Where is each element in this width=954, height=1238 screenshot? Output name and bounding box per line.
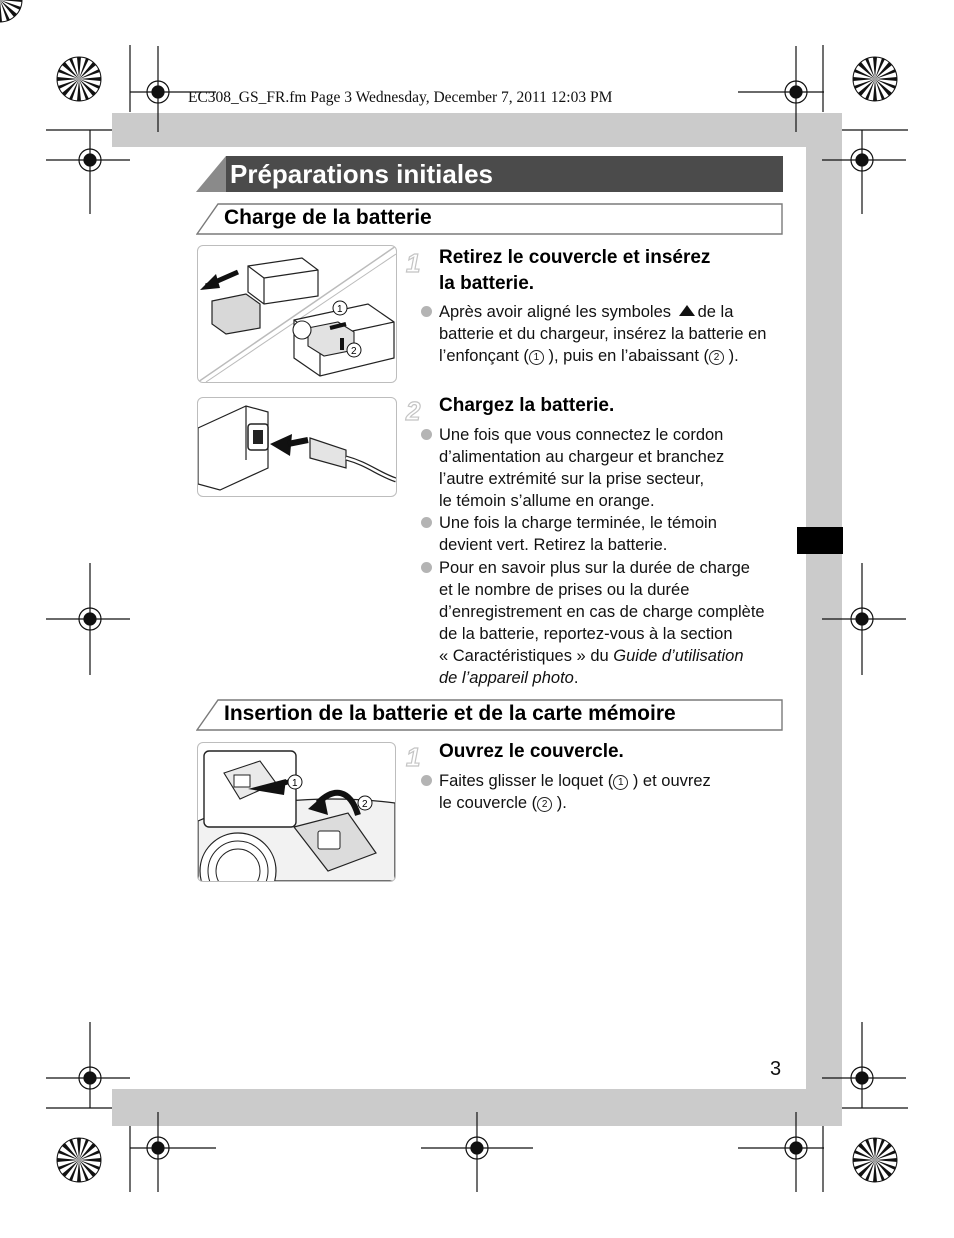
page-title-bar bbox=[196, 156, 783, 192]
bullet-text: Une fois la charge terminée, le témoin bbox=[439, 514, 717, 532]
bullet-text: ), puis en l’abaissant ( bbox=[548, 347, 709, 365]
illustration-open-cover bbox=[197, 742, 396, 882]
section-heading-charge bbox=[196, 203, 783, 235]
step-2-title: Chargez la batterie. bbox=[439, 395, 615, 416]
step-number-2: 2 bbox=[406, 396, 421, 426]
bullet-text: ) et ouvrez bbox=[632, 772, 711, 790]
bullet-text: le témoin s’allume en orange. bbox=[439, 492, 655, 510]
chapter-tab bbox=[797, 527, 843, 554]
guide-title-italic: Guide d’utilisation bbox=[613, 647, 744, 665]
bullet-dot bbox=[421, 775, 432, 786]
bullet-text: batterie et du chargeur, insérez la batterie en bbox=[439, 325, 767, 343]
illus3-label-1: 1 bbox=[292, 778, 298, 789]
step-number-1-insertion: 1 bbox=[406, 742, 421, 772]
bullet-dot bbox=[421, 306, 432, 317]
illus1-label-2: 2 bbox=[351, 346, 357, 357]
bullet-dot bbox=[421, 517, 432, 528]
bullet-text: de la batterie, reportez-vous à la section bbox=[439, 625, 733, 643]
illus1-label-1: 1 bbox=[337, 304, 343, 315]
bullet-text: Une fois que vous connectez le cordon bbox=[439, 426, 724, 444]
step-1-title-line2: la batterie. bbox=[439, 273, 535, 294]
bullet-text: devient vert. Retirez la batterie. bbox=[439, 536, 668, 554]
bullet-text: de la bbox=[697, 303, 734, 321]
bullet-text: Après avoir aligné les symboles bbox=[439, 303, 672, 321]
bullet-text: le couvercle ( bbox=[439, 794, 538, 812]
bullet-text: ). bbox=[728, 347, 739, 365]
bullet-text: et le nombre de prises ou la durée bbox=[439, 581, 690, 599]
circled-number-2: 2 bbox=[537, 797, 552, 812]
bullet-dot bbox=[421, 562, 432, 573]
bullet-text: « Caractéristiques » du bbox=[439, 647, 614, 665]
bullet-dot bbox=[421, 429, 432, 440]
bullet-text: l’autre extrémité sur la prise secteur, bbox=[439, 470, 705, 488]
guide-title-italic: de l’appareil photo bbox=[439, 669, 574, 687]
bullet-text: . bbox=[573, 669, 579, 687]
triangle-symbol-icon bbox=[679, 305, 695, 316]
section-heading-insertion bbox=[196, 699, 783, 731]
step-1-title-line1: Retirez le couvercle et insérez bbox=[439, 247, 711, 268]
circled-number-1: 1 bbox=[529, 350, 544, 365]
section-heading-text: Charge de la batterie bbox=[224, 206, 432, 229]
illus3-label-2: 2 bbox=[362, 799, 368, 810]
bullet-text: d’enregistrement en cas de charge complète bbox=[439, 603, 765, 621]
bullet-text: d’alimentation au chargeur et branchez bbox=[439, 448, 725, 466]
page-title: Préparations initiales bbox=[230, 159, 493, 189]
circled-number-1: 1 bbox=[613, 775, 628, 790]
circled-number-2: 2 bbox=[709, 350, 724, 365]
section-heading-text: Insertion de la batterie et de la carte mémoire bbox=[224, 702, 676, 725]
illustration-insert-battery bbox=[197, 245, 397, 383]
page-number: 3 bbox=[770, 1058, 782, 1080]
bullet-text: ). bbox=[556, 794, 567, 812]
bullet-text: l’enfonçant ( bbox=[439, 347, 529, 365]
step-1-insertion-title: Ouvrez le couvercle. bbox=[439, 741, 624, 762]
title-corner-triangle bbox=[196, 156, 226, 192]
bullet-text: Pour en savoir plus sur la durée de charge bbox=[439, 559, 750, 577]
print-header: EC308_GS_FR.fm Page 3 Wednesday, December 7, 2011 12:03 PM bbox=[188, 89, 613, 106]
step-number-1: 1 bbox=[406, 248, 421, 278]
bullet-text: Faites glisser le loquet ( bbox=[439, 772, 614, 790]
illustration-plug-cord bbox=[197, 397, 397, 497]
